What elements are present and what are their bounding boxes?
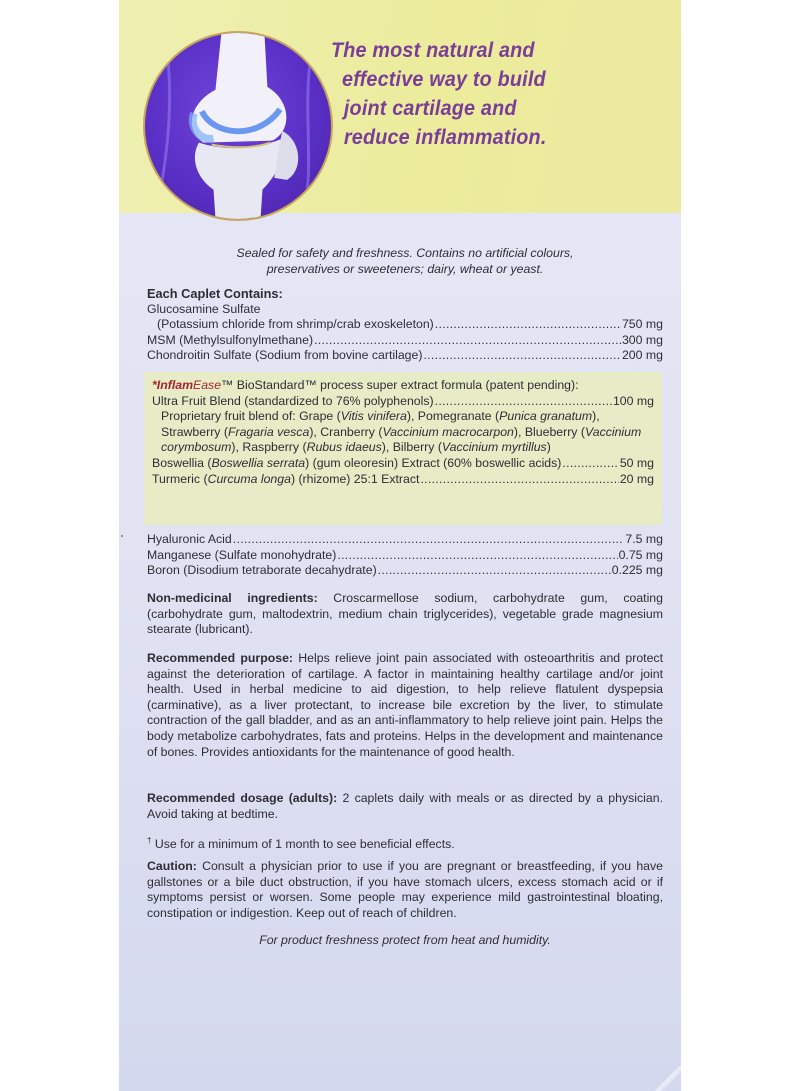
ingredient-name: Manganese (Sulfate monohydrate) <box>147 547 337 562</box>
ingredient-source: (Potassium chloride from shrimp/crab exoskeleton) <box>157 317 434 332</box>
headline-line: joint cartilage and <box>343 96 517 120</box>
ingredient-common: Turmeric ( <box>152 471 208 486</box>
ingredient-name: MSM (Methylsulfonylmethane) <box>147 332 314 347</box>
ingredient-row <box>147 532 663 548</box>
footnote <box>147 833 663 853</box>
product-label-panel <box>119 0 681 1091</box>
ingredient-amount: 20 mg <box>619 471 654 486</box>
recommended-dosage <box>147 791 663 822</box>
ingredient-detail: ) (rhizome) 25:1 Extract <box>290 471 420 486</box>
fruit-latin: Vitis vinifera <box>340 409 407 424</box>
inflamease-formula <box>152 378 654 487</box>
section-text: Helps relieve joint pain associated with osteoarthritis and protect against the deterioration of cartilage. A factor in maintaining healthy cartilage and/or joint health. Used in herbal medicine to aid digestion, to help relieve flatulent dyspepsia (carminative), as a liver protectant, to increase bile excretion by the liver, to stimulate contraction of the gall bladder, and as an anti-inflammatory to help relieve joint pain. Helps the body metabolize carbohydrates, fats and proteins. Helps in the development and maintenance of bones. Provides antioxidants for the maintenance of good health. <box>147 651 663 759</box>
ingredient-amount: 0.225 mg <box>611 563 663 578</box>
caplet-contents <box>147 286 663 364</box>
leader-dots <box>233 532 625 548</box>
hero-banner <box>119 0 681 213</box>
fruit-common: Blueberry <box>524 424 578 439</box>
leader-dots <box>562 456 618 472</box>
ingredient-latin: Boswellia serrata <box>211 455 306 470</box>
ingredient-row <box>147 548 663 564</box>
knee-bone-icon <box>145 33 331 219</box>
fruit-latin: Vaccinium macrocarpon <box>382 424 514 439</box>
leader-dots <box>435 394 612 410</box>
fruit-common: Pomegranate <box>417 409 492 424</box>
speck <box>121 535 123 537</box>
fruit-common: Raspberry <box>242 440 300 455</box>
section-text: Consult a physician prior to use if you are pregnant or breastfeeding, if you have gallstones or a bile duct obstruction, if you have stomach ulcers, excess stomach acid or if symptoms persist or worsen. Some people may experience mild gastrointestinal bloating, constipation or indigestion. Keep out of reach of children. <box>147 859 663 920</box>
sealed-notice <box>147 246 663 277</box>
fruit-latin: Fragaria vesca <box>227 424 310 439</box>
ingredient-name: Boron (Disodium tetraborate decahydrate) <box>147 563 377 578</box>
leader-dots <box>378 563 611 579</box>
recommended-purpose <box>147 651 663 760</box>
ingredient-detail: ) (gum oleoresin) Extract (60% boswellic acids) <box>305 455 562 470</box>
inflamease-intro <box>152 378 654 394</box>
ingredient-amount: 7.5 mg <box>625 532 663 546</box>
leader-dots <box>420 472 618 488</box>
ingredient-name: Chondroitin Sulfate (Sodium from bovine cartilage) <box>147 348 423 363</box>
ingredient-name: Hyaluronic Acid <box>147 532 232 546</box>
fruit-common: Cranberry <box>320 424 375 439</box>
dagger-mark: † <box>147 836 152 845</box>
brand-ease: Ease <box>193 378 222 392</box>
caplet-title: Each Caplet Contains: <box>147 286 283 301</box>
section-label: Recommended dosage (adults): <box>147 791 338 805</box>
ingredient-latin: Curcuma longa <box>207 471 291 486</box>
asterisk: * <box>152 378 157 392</box>
ingredient-amount: 0.75 mg <box>618 547 663 562</box>
fruit-common: Grape <box>299 409 334 424</box>
section-label: Non-medicinal ingredients: <box>147 591 318 605</box>
fruit-blend-list: Proprietary fruit blend of: Grape (Vitis vinifera), Pomegranate (Punica granatum), Strawberry (Fragaria vesca), Cranberry (Vaccinium macrocarpon), Blueberry (Vaccinium corymbosum), Raspberry (Rubus idaeus), Bilberry (Vaccinium myrtillus) <box>161 409 642 455</box>
headline-line: reduce inflammation. <box>343 125 547 149</box>
footnote-text: Use for a minimum of 1 month to see beneficial effects. <box>151 837 455 852</box>
ingredient-amount: 100 mg <box>612 393 654 408</box>
ingredient-amount: 750 mg <box>621 317 663 332</box>
ingredient-name: Glucosamine Sulfate <box>147 301 261 316</box>
fruit-common: Strawberry <box>161 424 221 439</box>
ingredient-row <box>147 333 663 349</box>
ingredient-common: Boswellia ( <box>152 455 212 470</box>
minerals-list <box>147 532 663 579</box>
non-medicinal-ingredients <box>147 591 663 638</box>
ingredient-amount: 300 mg <box>621 332 663 347</box>
leader-dots <box>337 548 617 564</box>
fruit-latin: Vaccinium corymbosum <box>161 424 642 455</box>
storage-notice: For product freshness protect from heat and humidity. <box>259 933 551 947</box>
corner-sheen <box>651 1066 681 1091</box>
ingredient-row <box>152 456 654 472</box>
headline-line: The most natural and <box>331 38 535 62</box>
headline-line: effective way to build <box>342 67 546 91</box>
leader-dots <box>314 333 621 349</box>
section-label: Recommended purpose: <box>147 651 294 665</box>
leader-dots <box>435 317 621 333</box>
ingredient-amount: 200 mg <box>621 348 663 363</box>
trademark: ™ <box>221 378 234 392</box>
section-text: 2 caplets daily with meals or as directed by a physician. Avoid taking at bedtime. <box>147 791 663 821</box>
knee-joint-illustration <box>143 31 333 221</box>
ingredient-row <box>152 394 654 410</box>
headline <box>331 36 644 152</box>
blend-prefix: Proprietary fruit blend of: <box>161 409 300 424</box>
fruit-common: Bilberry <box>392 440 435 455</box>
section-text: Croscarmellose sodium, carbohydrate gum, coating (carbohydrate gum, maltodextrin, medium chain triglycerides), vegetable grade magnesium stearate (lubricant). <box>147 591 663 637</box>
ingredient-row <box>147 317 663 333</box>
ingredient-name: Ultra Fruit Blend (standardized to 76% polyphenols) <box>152 393 434 408</box>
fruit-latin: Punica granatum <box>499 409 593 424</box>
sealed-notice-line: Sealed for safety and freshness. Contains no artificial colours, <box>236 246 574 260</box>
brand-inflam: Inflam <box>156 378 194 392</box>
fruit-latin: Rubus idaeus <box>306 440 382 455</box>
ingredient-row <box>147 563 663 579</box>
leader-dots <box>423 348 621 364</box>
ingredient-row <box>147 348 663 364</box>
ingredient-name <box>152 456 561 472</box>
caution <box>147 859 663 921</box>
ingredient-row <box>152 472 654 488</box>
intro-text: BioStandard™ process super extract formula (patent pending): <box>233 378 579 392</box>
ingredient-amount: 50 mg <box>619 455 654 470</box>
ingredient-name <box>152 472 419 488</box>
sealed-notice-line: preservatives or sweeteners; dairy, wheat or yeast. <box>266 261 544 276</box>
fruit-latin: Vaccinium myrtillus <box>441 440 547 455</box>
section-label: Caution: <box>147 859 197 873</box>
